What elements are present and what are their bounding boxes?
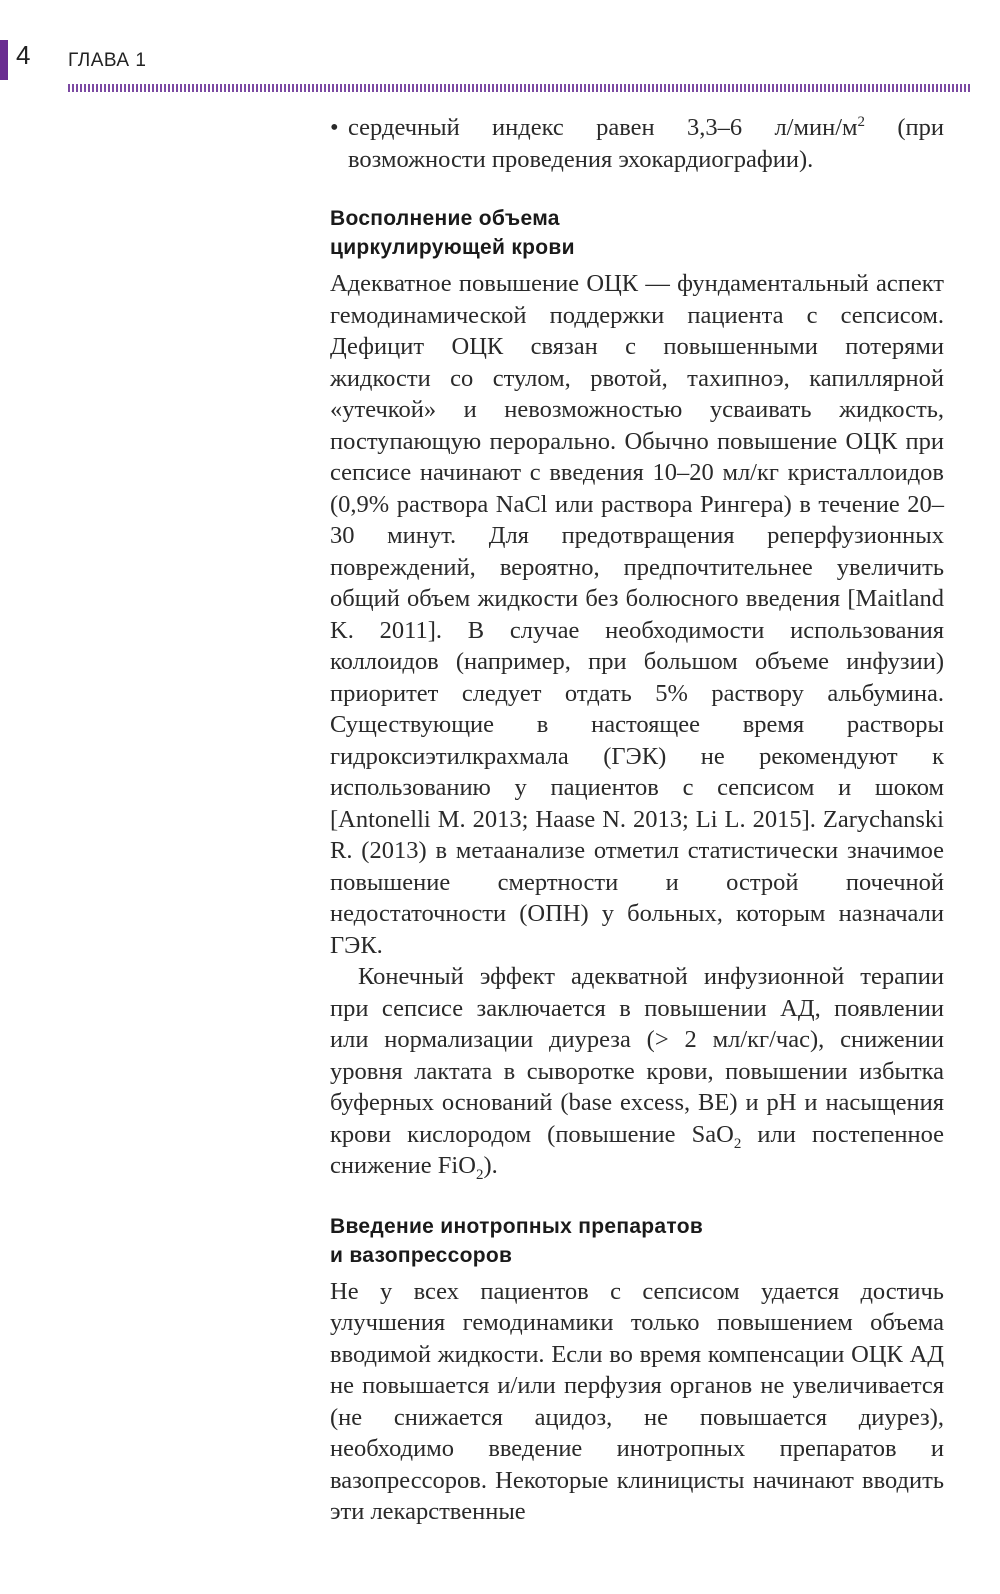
heading-line: и вазопрессоров <box>330 1243 513 1267</box>
subscript: 2 <box>475 1166 484 1183</box>
chapter-label: ГЛАВА 1 <box>68 50 147 71</box>
heading-line: Восполнение объема <box>330 207 560 230</box>
header-dotted-rule <box>68 84 972 92</box>
paragraph <box>330 961 944 1182</box>
heading-line: Введение инотропных препаратов <box>330 1214 704 1238</box>
bullet-text-end: (при возможности проведения эхокардиографии). <box>348 114 945 173</box>
page-number: 4 <box>16 40 31 70</box>
page-accent-bar <box>0 40 8 80</box>
paragraph: Адекватное повышение ОЦК — фундаментальный аспект гемодинамической поддержки пациента с сепсисом. Дефицит ОЦК связан с повышенными потерями жидкости со стулом, рвотой, тахипноэ, капиллярной «утечкой» и невозможностью усваивать жидкость, поступающую перорально. Обычно повышение ОЦК при сепсисе начинают с введения 10–20 мл/кг кристаллоидов (0,9% раствора NaCl или раствора Рингера) в течение 20–30 минут. Для предотвращения реперфузионных повреждений, вероятно, предпочтительнее увеличить общий объем жидкости без болюсного введения [Maitland K. 2011]. В случае необходимости использования коллоидов (например, при большом объеме инфузии) приоритет следует отдать 5% раствору альбумина. Существующие в настоящее время растворы гидроксиэтилкрахмала (ГЭК) не рекомендуют к использованию у пациентов с сепсисом и шоком [Antonelli M. 2013; Haase N. 2013; Li L. 2015]. Zarychanski R. (2013) в метаанализе отметил статистически значимое повышение смертности и острой почечной недостаточности (ОПН) у больных, которым назначали ГЭК. <box>330 270 944 959</box>
paragraph-text: Конечный эффект адекватной инфузионной терапии при сепсисе заключается в повышении АД, появлении или нормализации диуреза (> 2 мл/кг/час), снижении уровня лактата в сыворотке крови, повышении избытка буферных оснований (base excess, BE) и pH и насыщения крови кислородом (повышение SaO <box>330 963 944 1148</box>
paragraph-text: или постепенное снижение FiO <box>330 1120 944 1179</box>
section-heading-inotropes <box>330 1212 944 1270</box>
bullet-marker: • <box>330 114 339 141</box>
heading-line: циркулирующей крови <box>330 236 575 259</box>
paragraph: Не у всех пациентов с сепсисом удается достичь улучшения гемодинамики только повышением объема вводимой жидкости. Если во время компенсации ОЦК АД не повышается и/или перфузия органов не увеличивается (не снижается ацидоз, не повышается диурез), необходимо введение инотропных препаратов и вазопрессоров. Некоторые клиницисты начинают вводить эти лекарственные <box>330 1277 944 1525</box>
bullet-text: сердечный индекс равен 3,3–6 л/мин/м <box>348 114 858 141</box>
page-content <box>330 112 944 1528</box>
subscript: 2 <box>733 1135 742 1152</box>
paragraph-text: ). <box>483 1152 498 1179</box>
bullet-item <box>330 112 944 176</box>
section-heading-fluid <box>330 204 944 262</box>
superscript: 2 <box>857 113 866 130</box>
